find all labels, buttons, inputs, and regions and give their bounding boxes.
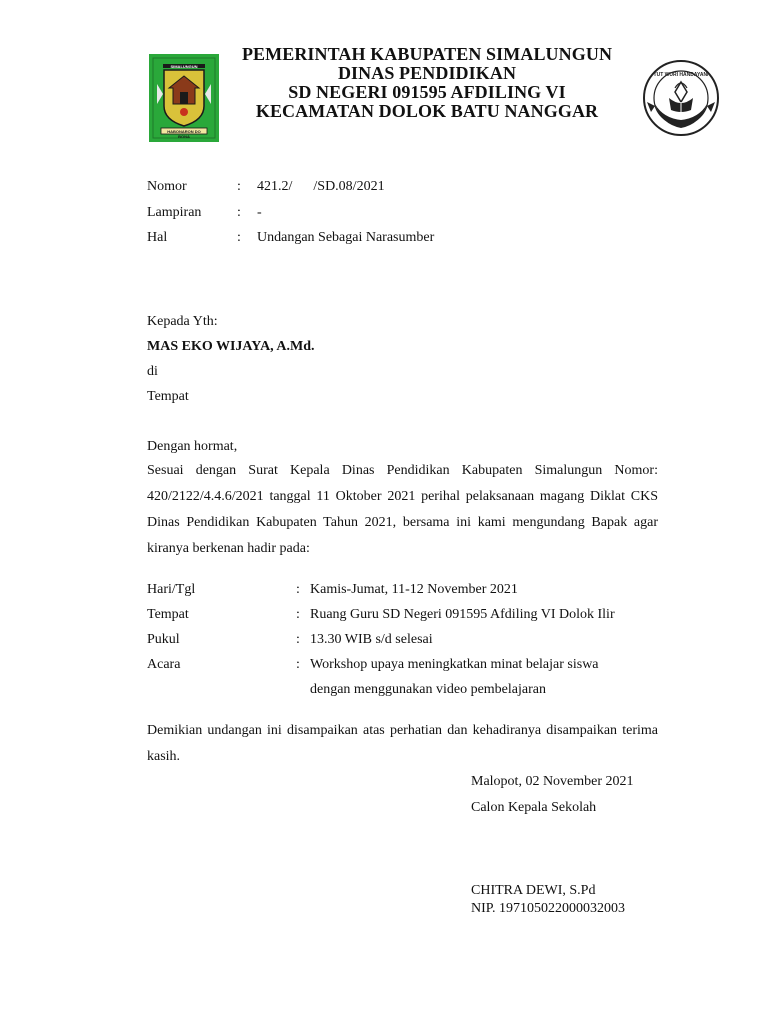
left-logo-top-text: SIMALUNGUN: [170, 64, 198, 69]
tut-wuri-emblem-icon: [641, 58, 721, 138]
salutation: Dengan hormat,: [147, 439, 238, 454]
acara-value-line-1: Workshop upaya meningkatkan minat belajar siswa: [310, 657, 599, 672]
hari-label: Hari/Tgl: [147, 582, 196, 597]
header-line-1: PEMERINTAH KABUPATEN SIMALUNGUN: [241, 44, 613, 64]
hal-value: Undangan Sebagai Narasumber: [257, 230, 435, 245]
place-date: Malopot, 02 November 2021: [471, 774, 634, 789]
header-line-4: KECAMATAN DOLOK BATU NANGGAR: [255, 101, 599, 121]
recipient-di: di: [147, 364, 158, 379]
recipient-tempat: Tempat: [147, 389, 189, 404]
lampiran-value: -: [257, 205, 262, 220]
header-line-2: DINAS PENDIDIKAN: [337, 63, 517, 83]
pukul-label: Pukul: [147, 632, 180, 647]
closing-paragraph: Demikian undangan ini disampaikan atas perhatian dan kehadiranya disampaikan terima kasih.: [147, 723, 658, 764]
nomor-label: Nomor: [147, 179, 187, 194]
acara-label: Acara: [147, 657, 181, 672]
signer-name: CHITRA DEWI, S.Pd: [471, 883, 596, 898]
kepada-yth: Kepada Yth:: [147, 314, 218, 329]
signer-position: Calon Kepala Sekolah: [471, 800, 597, 815]
hal-colon: :: [237, 230, 241, 245]
nomor-colon: :: [237, 179, 241, 194]
tempat-label: Tempat: [147, 607, 189, 622]
tempat-value: Ruang Guru SD Negeri 091595 Afdiling VI Dolok Ilir: [310, 607, 615, 622]
lampiran-colon: :: [237, 205, 241, 220]
lampiran-label: Lampiran: [147, 205, 202, 220]
pukul-value: 13.30 WIB s/d selesai: [310, 632, 433, 647]
header-line-3: SD NEGERI 091595 AFDILING VI: [288, 82, 566, 102]
hari-value: Kamis-Jumat, 11-12 November 2021: [310, 582, 518, 597]
hal-label: Hal: [147, 230, 168, 245]
tempat-colon: :: [296, 607, 300, 622]
tut-wuri-handayani-logo: [641, 58, 721, 138]
left-logo-bottom-text: HABONARON DO BONA: [167, 129, 201, 139]
hari-colon: :: [296, 582, 300, 597]
signer-nip: NIP. 197105022000032003: [471, 901, 626, 916]
recipient-name: MAS EKO WIJAYA, A.Md.: [147, 339, 315, 354]
pukul-colon: :: [296, 632, 300, 647]
right-logo-text: TUT WURI HANDAYANI: [653, 72, 709, 78]
acara-value-line-2: dengan menggunakan video pembelajaran: [310, 682, 546, 697]
nomor-value: 421.2/ /SD.08/2021: [257, 179, 385, 194]
body-paragraph: Sesuai dengan Surat Kepala Dinas Pendidikan Kabupaten Simalungun Nomor: 420/2122/4.4.6/2021 tanggal 11 Oktober 2021 perihal pelaksanaan magang Diklat CKS Dinas Pendidikan Kabupaten Tahun 2021, bersama ini kami mengundang Bapak agar kiranya berkenan hadir pada:: [147, 463, 658, 556]
acara-colon: :: [296, 657, 300, 672]
